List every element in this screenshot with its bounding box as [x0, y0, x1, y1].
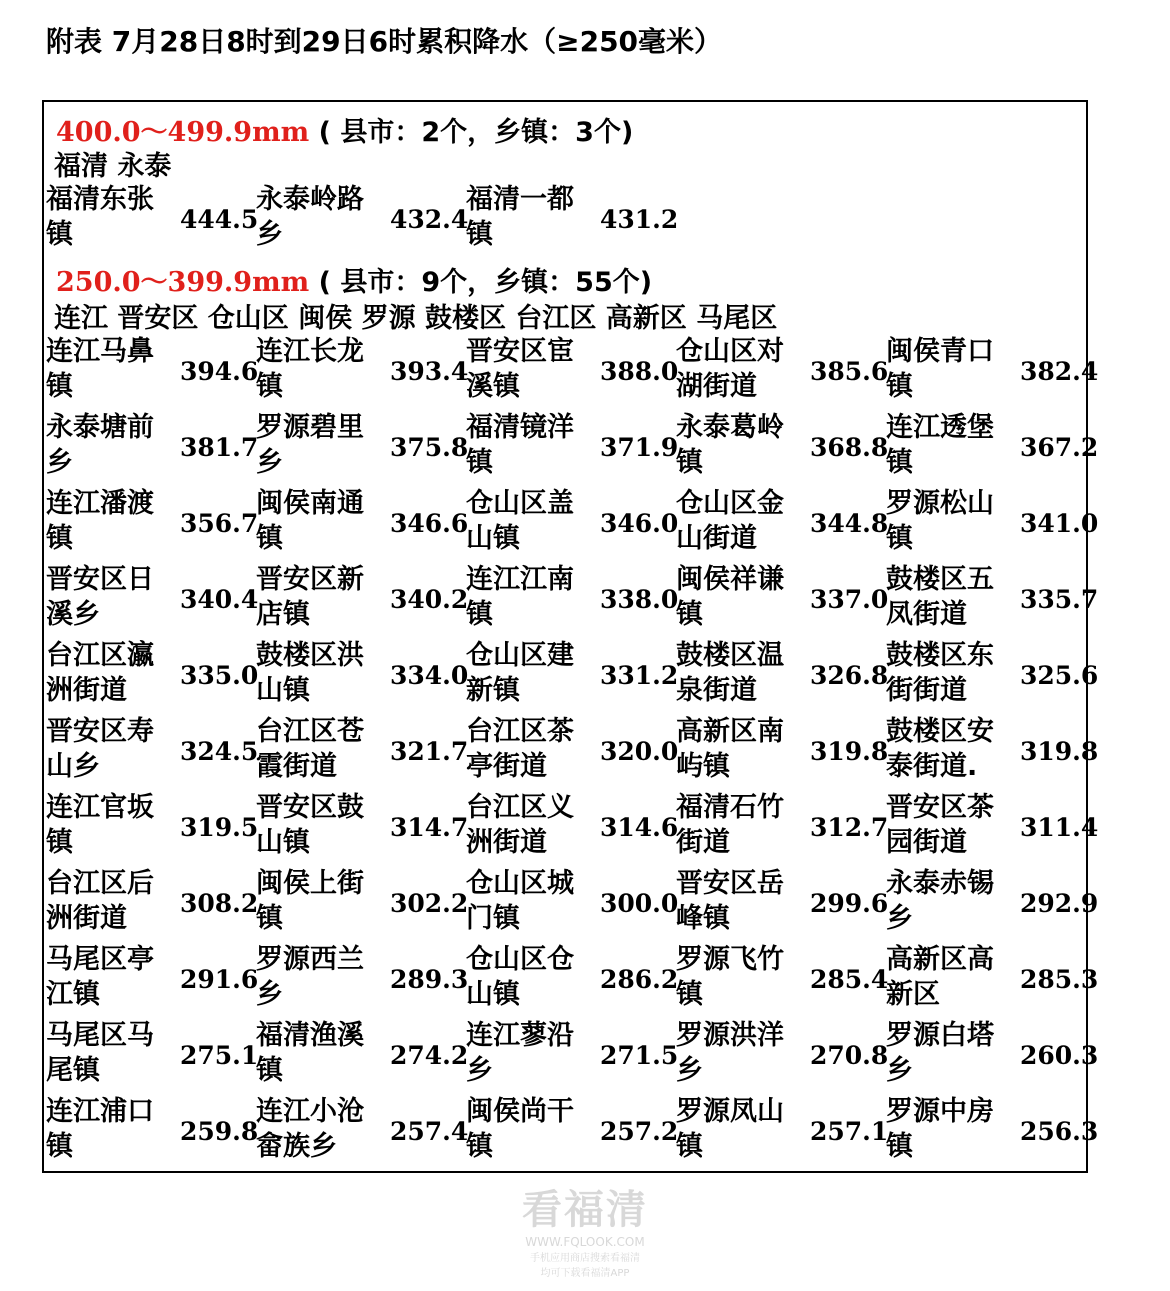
rainfall-value: 340.4	[180, 585, 259, 614]
rainfall-value: 388.0	[600, 357, 679, 386]
rainfall-value: 321.7	[390, 737, 469, 766]
station-name: 台江区后洲街道	[46, 868, 154, 934]
rainfall-value: 381.7	[180, 433, 259, 462]
rainfall-value: 432.4	[390, 205, 469, 234]
station-name: 仓山区城门镇	[466, 868, 574, 934]
station-name: 闽侯上街镇	[256, 868, 364, 934]
station-name: 闽侯青口镇	[886, 336, 994, 402]
watermark-line1: 手机应用商店搜索看福清	[530, 1253, 640, 1264]
section1-summary: ( 县市：2个，乡镇：3个)	[318, 117, 634, 148]
rainfall-value: 393.4	[390, 357, 469, 386]
rainfall-value: 325.6	[1020, 661, 1099, 690]
station-name: 连江潘渡镇	[46, 488, 154, 554]
rainfall-value: 368.8	[810, 433, 889, 462]
station-name: 福清一都镇	[466, 184, 574, 250]
watermark-line2: 均可下载看福清APP	[540, 1268, 630, 1279]
table-row	[46, 866, 1099, 942]
rainfall-value: 257.1	[810, 1117, 889, 1146]
station-name: 永泰赤锡乡	[886, 868, 994, 934]
rainfall-value: 319.8	[810, 737, 889, 766]
station-name: 仓山区对湖街道	[676, 336, 784, 402]
rainfall-value: 319.8	[1020, 737, 1099, 766]
station-name: 罗源西兰乡	[256, 944, 364, 1010]
section2-cities: 连江 晋安区 仓山区 闽侯 罗源 鼓楼区 台江区 高新区 马尾区	[54, 303, 778, 334]
rainfall-value: 292.9	[1020, 889, 1099, 918]
station-name: 连江长龙镇	[256, 336, 364, 402]
station-name: 连江官坂镇	[46, 792, 154, 858]
rainfall-value: 270.8	[810, 1041, 889, 1070]
rainfall-value: 356.7	[180, 509, 259, 538]
station-name: 马尾区马尾镇	[46, 1020, 154, 1086]
rainfall-value: 289.3	[390, 965, 469, 994]
station-name: 福清东张镇	[46, 184, 154, 250]
rainfall-value: 257.2	[600, 1117, 679, 1146]
station-name: 鼓楼区温泉街道	[676, 640, 784, 706]
rainfall-value: 274.2	[390, 1041, 469, 1070]
watermark-url: WWW.FQLOOK.COM	[525, 1235, 645, 1249]
rainfall-value: 338.0	[600, 585, 679, 614]
station-name: 鼓楼区安泰街道.	[886, 716, 994, 782]
station-name: 连江浦口镇	[46, 1096, 154, 1162]
station-name: 鼓楼区洪山镇	[256, 640, 364, 706]
station-name: 仓山区建新镇	[466, 640, 574, 706]
rainfall-value: 344.8	[810, 509, 889, 538]
station-name: 闽侯南通镇	[256, 488, 364, 554]
station-name: 连江江南镇	[466, 564, 574, 630]
section2-range: 250.0～399.9mm	[56, 267, 310, 298]
table-row	[46, 714, 1099, 790]
station-name: 高新区南屿镇	[676, 716, 784, 782]
watermark	[500, 1178, 670, 1279]
rainfall-value: 285.3	[1020, 965, 1099, 994]
section2-header	[56, 260, 652, 299]
station-name: 罗源碧里乡	[256, 412, 364, 478]
rainfall-value: 382.4	[1020, 357, 1099, 386]
table-row	[46, 1094, 1099, 1170]
rainfall-value: 300.0	[600, 889, 679, 918]
station-name: 连江马鼻镇	[46, 336, 154, 402]
rainfall-value: 431.2	[600, 205, 679, 234]
station-name: 晋安区宦溪镇	[466, 336, 574, 402]
rainfall-value: 385.6	[810, 357, 889, 386]
rainfall-value: 337.0	[810, 585, 889, 614]
table-row	[46, 942, 1099, 1018]
rainfall-value: 444.5	[180, 205, 259, 234]
rainfall-value: 335.7	[1020, 585, 1099, 614]
table-row	[46, 410, 1099, 486]
table-row	[46, 638, 1099, 714]
rainfall-value: 260.3	[1020, 1041, 1099, 1070]
rainfall-value: 394.6	[180, 357, 259, 386]
station-name: 台江区义洲街道	[466, 792, 574, 858]
rainfall-value: 285.4	[810, 965, 889, 994]
table-row	[46, 1018, 1099, 1094]
station-name: 永泰塘前乡	[46, 412, 154, 478]
station-name: 高新区高新区	[886, 944, 994, 1010]
station-name: 连江透堡镇	[886, 412, 994, 478]
rainfall-value: 320.0	[600, 737, 679, 766]
station-name: 台江区瀛洲街道	[46, 640, 154, 706]
station-name: 台江区茶亭街道	[466, 716, 574, 782]
rainfall-value: 319.5	[180, 813, 259, 842]
station-name: 连江小沧畲族乡	[256, 1096, 364, 1162]
rainfall-value: 335.0	[180, 661, 259, 690]
rainfall-value: 326.8	[810, 661, 889, 690]
station-name: 罗源松山镇	[886, 488, 994, 554]
rainfall-value: 340.2	[390, 585, 469, 614]
rainfall-value: 346.6	[390, 509, 469, 538]
station-name: 仓山区金山街道	[676, 488, 784, 554]
rainfall-value: 324.5	[180, 737, 259, 766]
station-name: 罗源洪洋乡	[676, 1020, 784, 1086]
station-name: 晋安区日溪乡	[46, 564, 154, 630]
station-name: 鼓楼区五凤街道	[886, 564, 994, 630]
station-name: 永泰岭路乡	[256, 184, 364, 250]
rainfall-value: 299.6	[810, 889, 889, 918]
rainfall-table	[42, 100, 1099, 1173]
station-name: 罗源白塔乡	[886, 1020, 994, 1086]
table-row	[46, 486, 1099, 562]
station-name: 晋安区鼓山镇	[256, 792, 364, 858]
station-name: 仓山区盖山镇	[466, 488, 574, 554]
station-name: 闽侯尚干镇	[466, 1096, 574, 1162]
rainfall-value: 302.2	[390, 889, 469, 918]
rainfall-value: 341.0	[1020, 509, 1099, 538]
rainfall-value: 271.5	[600, 1041, 679, 1070]
rainfall-value: 346.0	[600, 509, 679, 538]
station-name: 福清石竹街道	[676, 792, 784, 858]
station-name: 马尾区亭江镇	[46, 944, 154, 1010]
rainfall-value: 259.8	[180, 1117, 259, 1146]
section1-cities: 福清 永泰	[54, 151, 172, 182]
rainfall-value: 331.2	[600, 661, 679, 690]
rainfall-value: 256.3	[1020, 1117, 1099, 1146]
station-name: 罗源凤山镇	[676, 1096, 784, 1162]
station-name: 晋安区茶园街道	[886, 792, 994, 858]
station-name: 鼓楼区东街街道	[886, 640, 994, 706]
rainfall-value: 291.6	[180, 965, 259, 994]
station-name: 晋安区新店镇	[256, 564, 364, 630]
station-name: 台江区苍霞街道	[256, 716, 364, 782]
rainfall-value: 257.4	[390, 1117, 469, 1146]
rainfall-value: 311.4	[1020, 813, 1099, 842]
rainfall-value: 275.1	[180, 1041, 259, 1070]
station-name: 罗源飞竹镇	[676, 944, 784, 1010]
station-name: 福清镜洋镇	[466, 412, 574, 478]
table-row	[46, 182, 1086, 258]
station-name: 闽侯祥谦镇	[676, 564, 784, 630]
station-name: 福清渔溪镇	[256, 1020, 364, 1086]
rainfall-value: 314.7	[390, 813, 469, 842]
table-row	[46, 562, 1099, 638]
rainfall-value: 371.9	[600, 433, 679, 462]
table-row	[46, 790, 1099, 866]
section2-summary: ( 县市：9个，乡镇：55个)	[318, 267, 653, 298]
section1-range: 400.0～499.9mm	[56, 117, 310, 148]
rainfall-value: 308.2	[180, 889, 259, 918]
table-title: 附表 7月28日8时到29日6时累积降水（≥250毫米）	[46, 25, 723, 58]
rainfall-value: 334.0	[390, 661, 469, 690]
rainfall-value: 286.2	[600, 965, 679, 994]
rainfall-value: 367.2	[1020, 433, 1099, 462]
station-name: 连江蓼沿乡	[466, 1020, 574, 1086]
station-name: 晋安区岳峰镇	[676, 868, 784, 934]
rainfall-value: 312.7	[810, 813, 889, 842]
rainfall-value: 314.6	[600, 813, 679, 842]
station-name: 罗源中房镇	[886, 1096, 994, 1162]
station-name: 晋安区寿山乡	[46, 716, 154, 782]
watermark-logo: 看福清	[522, 1187, 648, 1233]
station-name: 仓山区仓山镇	[466, 944, 574, 1010]
station-name: 永泰葛岭镇	[676, 412, 784, 478]
rainfall-value: 375.8	[390, 433, 469, 462]
table-row	[46, 334, 1099, 410]
